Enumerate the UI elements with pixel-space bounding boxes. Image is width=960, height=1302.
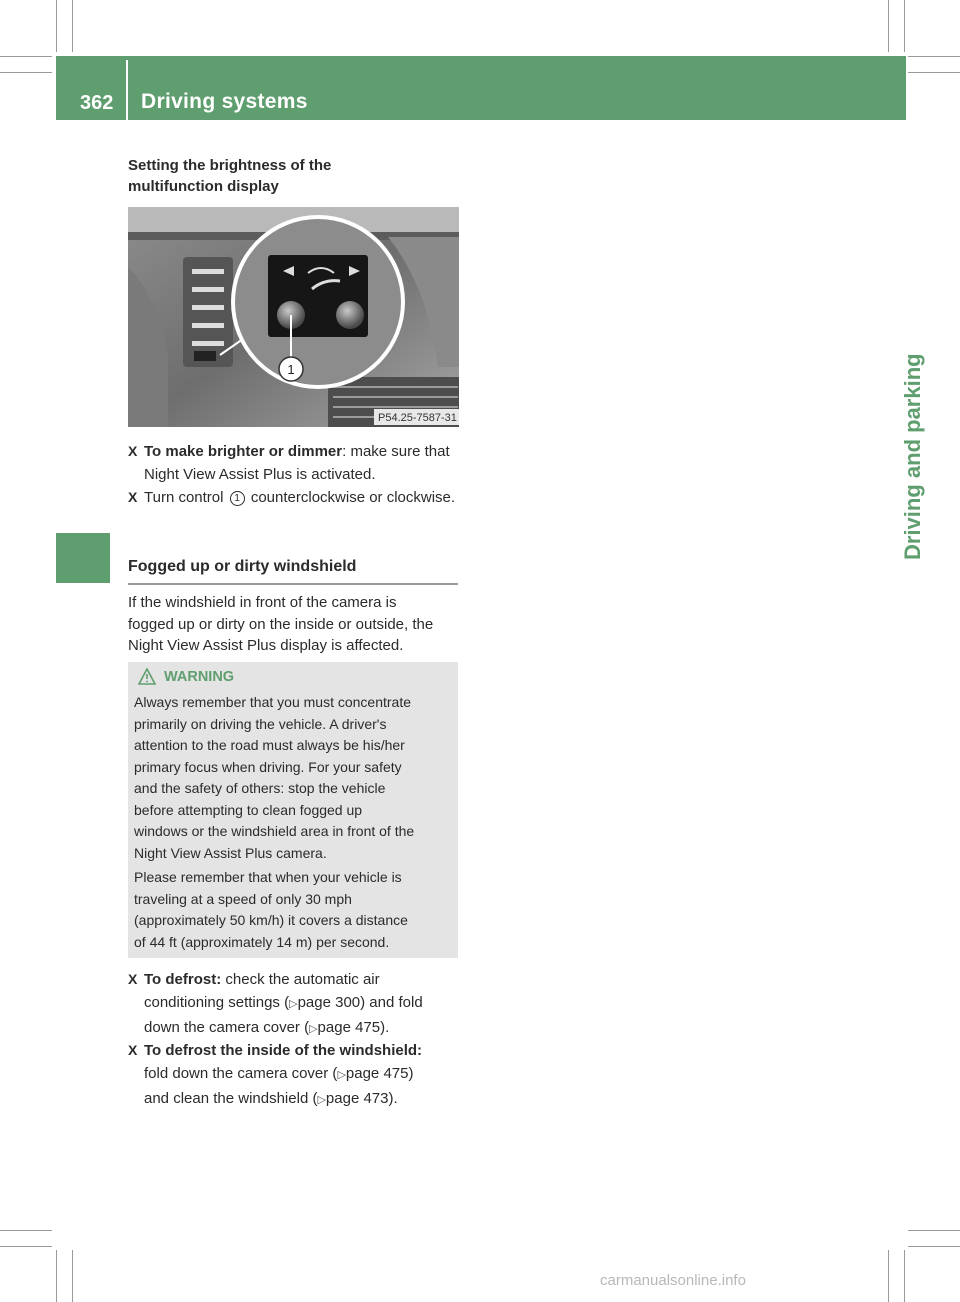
step-text (144, 486, 460, 509)
warning-line: of 44 ft (approximately 14 m) per second. (134, 933, 390, 950)
heading-rule (128, 583, 458, 585)
instruction-step (128, 968, 460, 1041)
crop-mark (908, 72, 960, 73)
chapter-side-tab: Driving and parking (900, 353, 925, 560)
warning-line: Night View Assist Plus camera. (134, 844, 327, 861)
step-marker-icon: X (128, 1042, 138, 1058)
step-marker-icon: X (128, 971, 138, 987)
step-text (144, 440, 460, 486)
chapter-marker-block (56, 533, 110, 583)
crop-mark (908, 56, 960, 57)
subsection-heading: Fogged up or dirty windshield (128, 558, 357, 575)
warning-triangle-icon (138, 668, 156, 685)
step-label: To defrost: (144, 971, 222, 988)
section-title: Driving systems (141, 90, 308, 113)
step-body: : make sure that Night View Assist Plus is activated. (144, 443, 450, 483)
crop-mark (0, 1230, 52, 1231)
para-line: If the windshield in front of the camera is (128, 594, 397, 611)
control-ref-icon: 1 (230, 491, 245, 506)
step-body: conditioning settings ( (144, 994, 290, 1011)
page-ref-link[interactable]: page 300) and fold (297, 994, 423, 1011)
warning-title: WARNING (164, 669, 235, 685)
crop-mark (56, 0, 57, 52)
warning-line: Always remember that you must concentrate (134, 694, 412, 710)
page-ref-icon: ▷ (337, 1069, 346, 1081)
warning-line: and the safety of others: stop the vehicle (134, 780, 386, 796)
crop-mark (56, 1250, 57, 1302)
step-body: check the automatic air (221, 971, 380, 988)
crop-mark (0, 72, 52, 73)
warning-line: traveling at a speed of only 30 mph (134, 890, 352, 907)
subsection-heading (128, 155, 460, 197)
para-line: Night View Assist Plus display is affected. (128, 637, 404, 654)
warning-line: Please remember that when your vehicle is (134, 869, 402, 885)
step-body: Turn control (144, 489, 224, 506)
page-ref-link[interactable]: page 473). (325, 1090, 398, 1107)
crop-mark (908, 1230, 960, 1231)
para-line: fogged up or dirty on the inside or outside, the (128, 615, 434, 633)
page-ref-link[interactable]: page 475). (317, 1019, 390, 1036)
step-text (144, 1039, 460, 1112)
step-label: To make brighter or dimmer (144, 443, 343, 460)
header-divider (126, 60, 128, 120)
crop-mark (72, 1250, 73, 1302)
step-marker-icon: X (128, 443, 138, 459)
page-ref-icon: ▷ (309, 1023, 318, 1035)
body-paragraph (128, 592, 460, 657)
step-marker-icon: X (128, 489, 138, 505)
dashboard-control-photo (128, 207, 459, 427)
step-body: down the camera cover ( (144, 1019, 310, 1036)
instruction-step (128, 486, 460, 509)
step-label: To defrost the inside of the windshield: (144, 1042, 423, 1059)
page-ref-icon: ▷ (289, 998, 298, 1010)
step-body: counterclockwise or clockwise. (250, 489, 456, 506)
step-text (144, 968, 460, 1041)
crop-mark (904, 1250, 905, 1302)
instruction-step (128, 440, 460, 486)
figure-code: P54.25-7587-31 (378, 412, 457, 424)
step-body: and clean the windshield ( (144, 1090, 318, 1107)
instruction-step (128, 1039, 460, 1112)
watermark: carmanualsonline.info (600, 1272, 746, 1289)
crop-mark (72, 0, 73, 52)
warning-text (134, 692, 456, 864)
crop-mark (888, 0, 889, 52)
crop-mark (904, 0, 905, 52)
crop-mark (908, 1246, 960, 1247)
heading-line: Setting the brightness of the (128, 157, 332, 174)
page-number: 362 (80, 92, 114, 114)
warning-line: primarily on driving the vehicle. A driver's (134, 715, 387, 732)
crop-mark (0, 1246, 52, 1247)
page-ref-link[interactable]: page 475) (345, 1065, 414, 1082)
crop-mark (0, 56, 52, 57)
warning-line: windows or the windshield area in front of the (134, 823, 415, 839)
page-ref-icon: ▷ (317, 1094, 326, 1106)
figure-callout-number: 1 (287, 362, 295, 377)
crop-mark (888, 1250, 889, 1302)
warning-line: (approximately 50 km/h) it covers a distance (134, 912, 408, 928)
warning-line: primary focus when driving. For your safety (134, 758, 402, 775)
step-body: fold down the camera cover ( (144, 1065, 338, 1082)
warning-line: before attempting to clean fogged up (134, 801, 363, 818)
heading-line: multifunction display (128, 178, 279, 195)
warning-text (134, 867, 456, 953)
warning-line: attention to the road must always be his/her (134, 737, 405, 753)
